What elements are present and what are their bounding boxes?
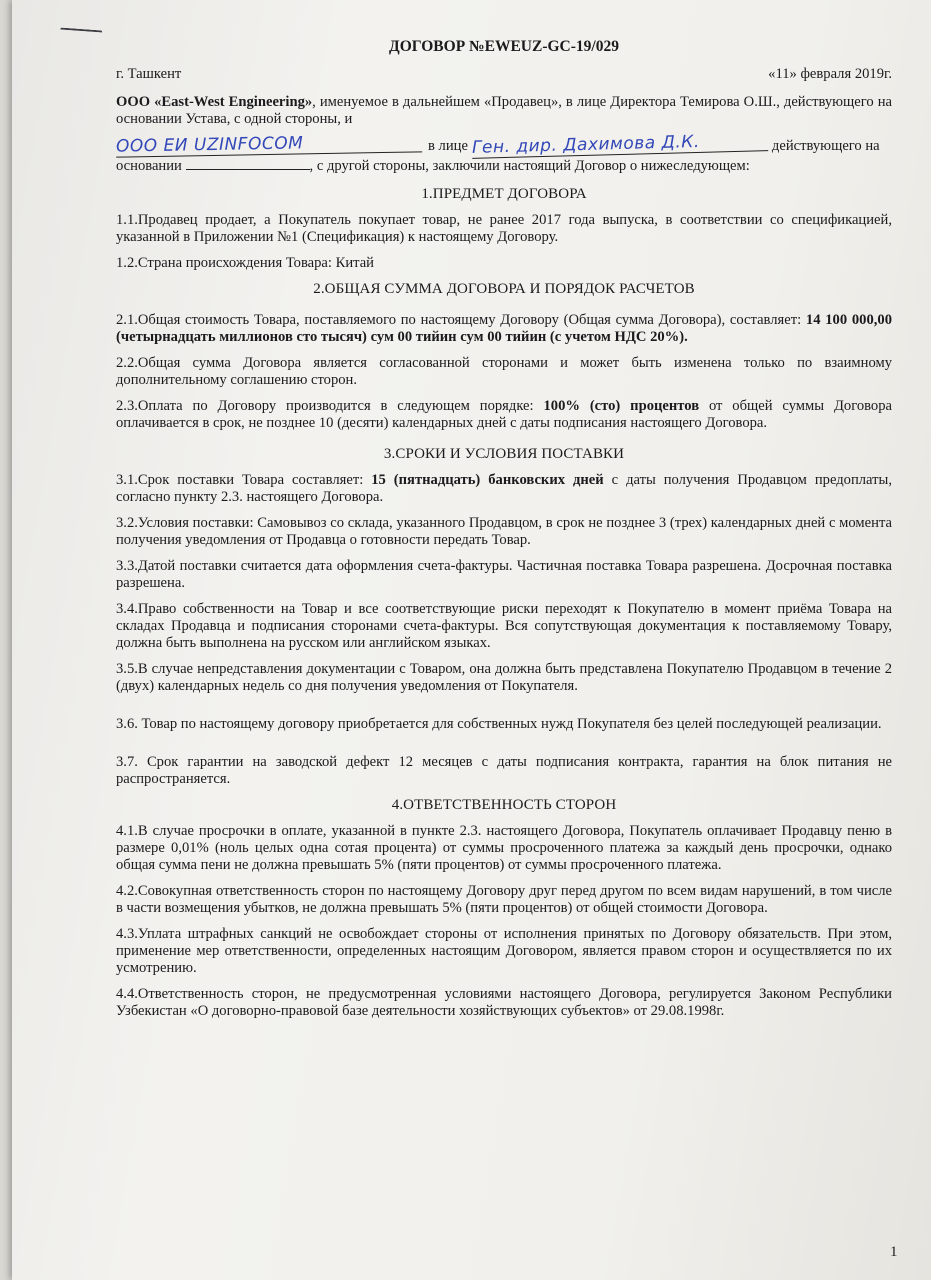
clause-4-1: 4.1.В случае просрочки в оплате, указанной в пункте 2.3. настоящего Договора, Покупатель оплачивает Продавцу пеню в размере 0,01% (ноль целых одна сотая процента) от суммы просроченного платежа за каждый день просрочки, однако общая сумма пени не должна превышать 5% (пяти процентов) от суммы просроченного платежа. bbox=[116, 823, 892, 873]
buyer-line bbox=[115, 131, 892, 158]
buyer-name-handwritten: ООО ЕИ UZINFOCOM bbox=[116, 131, 422, 157]
basis-line bbox=[116, 157, 892, 175]
in-person-label: в лице bbox=[428, 138, 468, 154]
representative-handwritten: Ген. дир. Дахимова Д.К. bbox=[472, 130, 768, 159]
clause-3-6: 3.6. Товар по настоящему договору приобретается для собственных нужд Покупателя без целей последующей реализации. bbox=[116, 716, 882, 732]
basis-label: основании bbox=[116, 158, 182, 174]
clause-2-3 bbox=[116, 398, 892, 432]
section-3-heading: 3.СРОКИ И УСЛОВИЯ ПОСТАВКИ bbox=[383, 446, 625, 462]
basis-tail: , с другой стороны, заключили настоящий Договор о нижеследующем: bbox=[309, 158, 750, 174]
contract-body bbox=[116, 38, 892, 1029]
acting-label: действующего на bbox=[771, 138, 880, 154]
section-1-heading: 1.ПРЕДМЕТ ДОГОВОРА bbox=[421, 186, 587, 202]
section-2-heading: 2.ОБЩАЯ СУММА ДОГОВОРА И ПОРЯДОК РАСЧЕТОВ bbox=[313, 281, 695, 297]
delivery-term: 15 (пятнадцать) банковских дней bbox=[371, 472, 604, 488]
clause-2-3-a: 2.3.Оплата по Договору производится в следующем порядке: bbox=[116, 398, 544, 414]
clause-1-1: 1.1.Продавец продает, а Покупатель покупает товар, не ранее 2017 года выпуска, в соответствии со спецификацией, указанной в Приложении №1 (Спецификация) к настоящему Договору. bbox=[116, 212, 892, 245]
clause-2-1-text: 2.1.Общая стоимость Товара, поставляемого по настоящему Договору (Общая сумма Договора), составляет: bbox=[116, 312, 802, 328]
prepayment-percent: 100% (сто) процентов bbox=[543, 398, 700, 414]
clause-3-1-a: 3.1.Срок поставки Товара составляет: bbox=[116, 472, 372, 488]
clause-3-4: 3.4.Право собственности на Товар и все соответствующие риски переходят к Покупателю в момент приёма Товара на складах Продавца и подписания сторонами счета-фактуры. Вся сопутствующая документация к поставляемому Товару, должна быть выполнена на русском или английском языках. bbox=[116, 601, 892, 651]
seller-text: , именуемое в дальнейшем «Продавец», в лице Директора Темирова О.Ш., действующего на основании Устава, с одной стороны, и bbox=[116, 94, 893, 127]
clause-3-1-b: с даты получения Продавцом предоплаты, согласно пункту 2.3. настоящего Договора. bbox=[116, 472, 892, 505]
paper-clip bbox=[60, 28, 103, 41]
clause-4-2: 4.2.Совокупная ответственность сторон по настоящему Договору друг перед другом по всем видам нарушений, в том числе в части возмещения убытков, не должна превышать 5% (пяти процентов) от общей стоимости Договора. bbox=[116, 883, 892, 916]
contract-title: ДОГОВОР №EWEUZ-GC-19/029 bbox=[389, 38, 619, 55]
contract-total-amount: 14 100 000,00 (четырнадцать миллионов сто тысяч) сум 00 тийин сум 00 тийин (с учетом НДС 20%). bbox=[116, 312, 893, 345]
contract-date: «11» февраля 2019г. bbox=[768, 66, 892, 82]
clause-1-2: 1.2.Страна происхождения Товара: Китай bbox=[116, 255, 374, 271]
intro-paragraph bbox=[116, 94, 892, 128]
clause-4-4: 4.4.Ответственность сторон, не предусмотренная условиями настоящего Договора, регулируется Законом Республики Узбекистан «О договорно-правовой базе деятельности хозяйствующих субъектов» от 29.08.1998г. bbox=[116, 986, 892, 1019]
clause-2-3-b: от общей суммы Договора оплачивается в срок, не позднее 10 (десяти) календарных дней с даты подписания настоящего Договора. bbox=[116, 398, 892, 431]
clause-3-3: 3.3.Датой поставки считается дата оформления счета-фактуры. Частичная поставка Товара разрешена. Досрочная поставка разрешена. bbox=[116, 558, 892, 591]
city: г. Ташкент bbox=[116, 66, 182, 82]
seller-name: ООО «East-West Engineering» bbox=[116, 94, 313, 110]
clause-3-1 bbox=[116, 472, 892, 506]
basis-blank bbox=[186, 157, 310, 170]
city-date-line bbox=[116, 66, 892, 83]
clause-3-7: 3.7. Срок гарантии на заводской дефект 12 месяцев с даты подписания контракта, гарантия на блок питания не распространяется. bbox=[116, 754, 892, 787]
clause-2-1 bbox=[116, 312, 892, 346]
page-number: 1 bbox=[890, 1244, 898, 1260]
clause-3-5: 3.5.В случае непредставления документации с Товаром, она должна быть представлена Покупателю Продавцом в течение 2 (двух) календарных недель со дня получения уведомления от Покупателя. bbox=[116, 661, 892, 694]
clause-2-2: 2.2.Общая сумма Договора является согласованной сторонами и может быть изменена только по взаимному дополнительному соглашению сторон. bbox=[116, 355, 892, 388]
clause-4-3: 4.3.Уплата штрафных санкций не освобождает стороны от исполнения принятых по Договору обязательств. При этом, применение мер ответственности, определенных настоящим Договором, является правом сторон и осуществляется по их усмотрению. bbox=[116, 926, 892, 976]
clause-3-2: 3.2.Условия поставки: Самовывоз со склада, указанного Продавцом, в срок не позднее 3 (трех) календарных дней с момента получения уведомления от Продавца о готовности передать Товар. bbox=[116, 515, 892, 548]
section-4-heading: 4.ОТВЕТСТВЕННОСТЬ СТОРОН bbox=[391, 797, 617, 813]
document-page bbox=[12, 0, 931, 1280]
